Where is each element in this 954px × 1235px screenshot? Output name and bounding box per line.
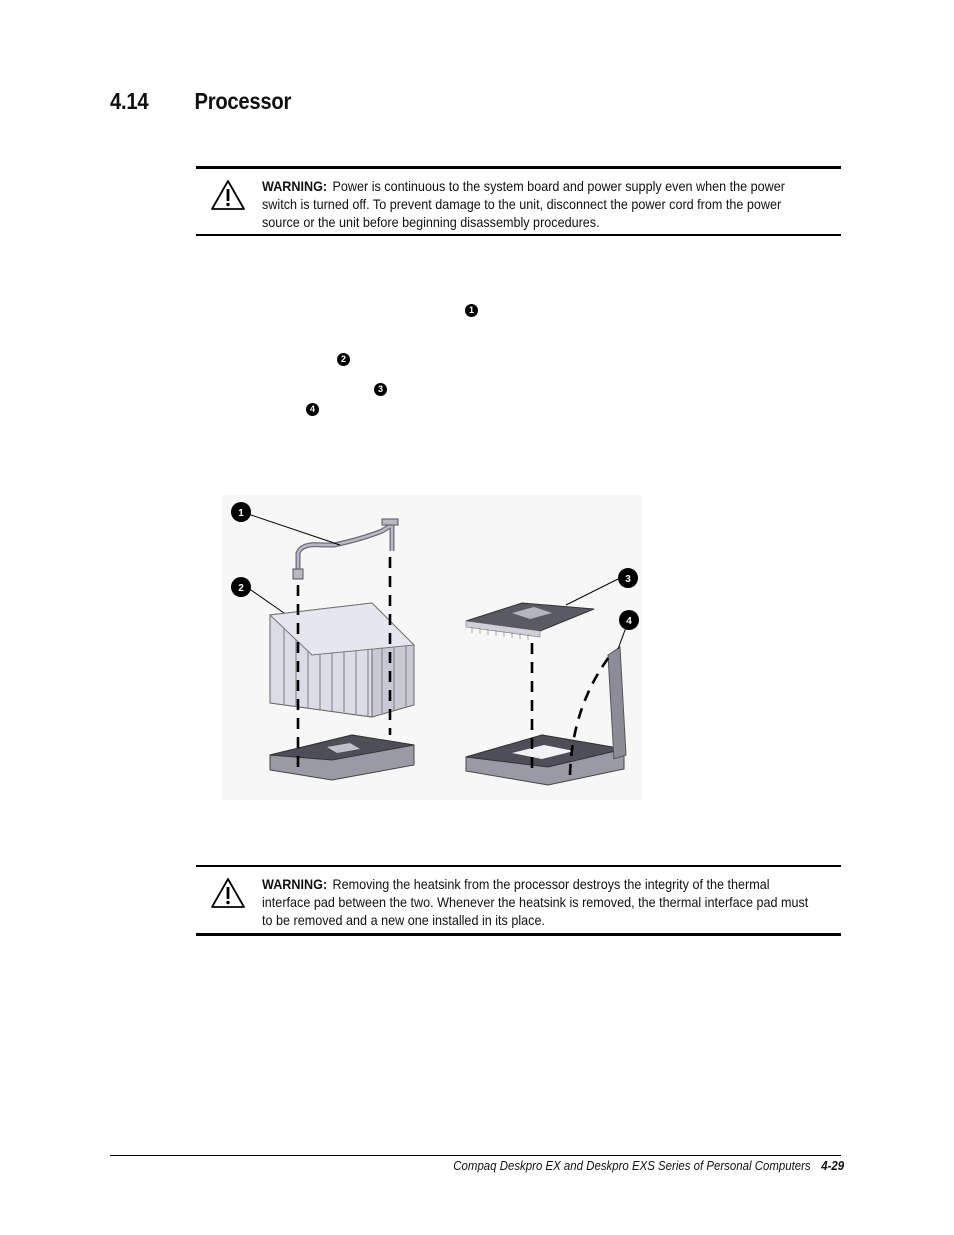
warning-triangle-icon xyxy=(210,179,246,211)
footer-title: Compaq Deskpro EX and Deskpro EXS Series of Personal Computers xyxy=(453,1158,811,1173)
callout-1 xyxy=(231,502,251,522)
callout-2-label: 2 xyxy=(238,583,244,594)
section-heading xyxy=(110,88,291,115)
warning-box-power xyxy=(196,166,841,236)
callout-3-label: 3 xyxy=(625,574,631,585)
section-title: Processor xyxy=(194,88,292,114)
warning-label: WARNING: xyxy=(262,876,328,892)
callout-2 xyxy=(231,577,251,597)
callout-4 xyxy=(619,610,639,630)
step-marker-3: 3 xyxy=(374,383,387,396)
processor-removal-illustration xyxy=(222,495,642,800)
step-marker-1: 1 xyxy=(465,304,478,317)
page-number: 4-29 xyxy=(821,1158,844,1173)
warning-triangle-icon xyxy=(210,877,246,909)
warning-body: Power is continuous to the system board and power supply even when the power switch is turned off. To prevent damage to the unit, disconnect the power cord from the power source or the unit before beginning disassembly procedures. xyxy=(262,178,785,230)
warning-box-heatsink xyxy=(196,865,841,936)
callout-3 xyxy=(618,568,638,588)
step-marker-2: 2 xyxy=(337,353,350,366)
warning-text xyxy=(262,177,820,231)
warning-text xyxy=(262,875,820,929)
callout-1-label: 1 xyxy=(238,508,244,519)
warning-body: Removing the heatsink from the processor destroys the integrity of the thermal interface pad between the two. Whenever the heatsink is removed, the thermal interface pad must to be removed and a new one installed in its place. xyxy=(262,876,809,928)
page-footer xyxy=(453,1158,844,1173)
footer-rule xyxy=(110,1155,841,1156)
warning-label: WARNING: xyxy=(262,178,328,194)
section-number: 4.14 xyxy=(110,88,149,114)
callout-4-label: 4 xyxy=(626,616,632,627)
step-marker-4: 4 xyxy=(306,403,319,416)
